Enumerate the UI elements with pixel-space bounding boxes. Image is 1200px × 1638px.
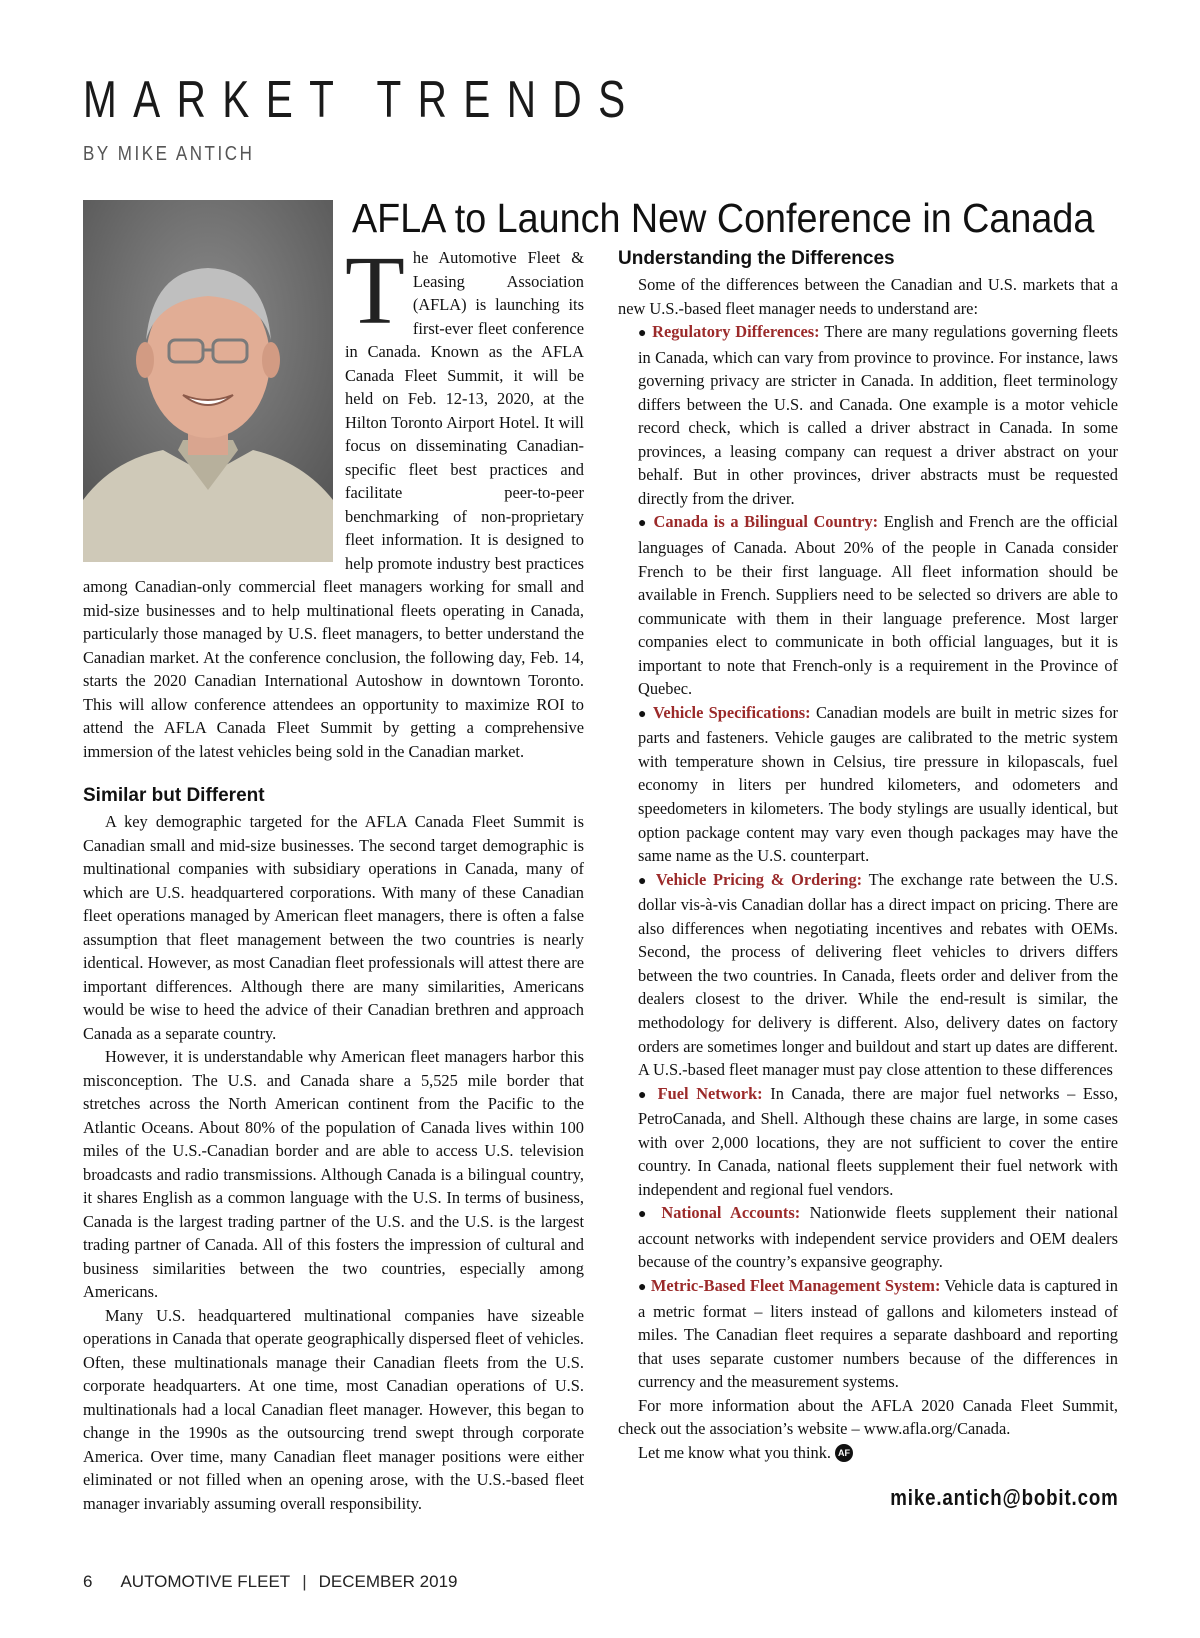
- article-column-right: [618, 246, 1118, 1464]
- bullet-label: Vehicle Specifications:: [652, 702, 811, 722]
- bullet-item: [618, 1082, 1118, 1202]
- bullet-item: [618, 510, 1118, 700]
- bullet-text: Vehicle data is captured in a metric format – liters instead of gallons and kilometers instead of miles. The Canadian fleet requires a separate dashboard and reporting that uses separate customer numbers because of the differences in currency and the measurement systems.: [638, 1275, 1118, 1392]
- similar-paragraph-1: A key demographic targeted for the AFLA Canada Fleet Summit is Canadian small and mid-size businesses. The second target demographic is multinational companies with subsidiary operations in Canada, many of which are U.S. headquartered corporations. With many of these Canadian fleet operations managed by American fleet managers, there is often a false assumption that fleet management between the two countries is nearly identical. However, as most Canadian fleet professionals will attest there are important differences. Although there are many similarities, Americans would be wise to heed the advice of their Canadian brethren and approach Canada as a separate country.: [83, 812, 584, 1043]
- bullet-dot-icon: ●: [638, 1279, 647, 1295]
- footer-separator: |: [302, 1572, 307, 1591]
- bullet-text: In Canada, there are major fuel networks – Esso, PetroCanada, and Shell. Although these chains are large, in some cases with over 2,000 locations, they are not sufficient to cover the entire country. In Canada, national fleets supplement their fuel network with independent and regional fuel vendors.: [638, 1083, 1118, 1199]
- page-footer: [83, 1572, 458, 1592]
- bullet-item: [618, 1201, 1118, 1274]
- article-headline: AFLA to Launch New Conference in Canada: [352, 195, 1095, 241]
- bullet-dot-icon: ●: [638, 706, 648, 722]
- subhead-differences: Understanding the Differences: [618, 248, 895, 269]
- bullet-text: English and French are the official languages of Canada. About 20% of the people in Canada consider French to be their first language. All fleet information should be available in French. Suppliers need to be selected so drivers are able to communicate with them in their language preference. Most larger companies elect to communicate in both official languages, but it is important to note that French-only is a requirement in the Province of Quebec.: [638, 512, 1118, 699]
- section-title: MARKET TRENDS: [83, 71, 642, 129]
- signoff-text: Let me know what you think.: [638, 1442, 832, 1462]
- bullet-label: Canada is a Bilingual Country:: [653, 512, 879, 532]
- author-email-link[interactable]: mike.antich@bobit.com: [890, 1485, 1119, 1510]
- closing-paragraph: For more information about the AFLA 2020 Canada Fleet Summit, check out the association’s website – www.afla.org/Canada.: [618, 1395, 1118, 1439]
- subhead-similar: Similar but Different: [83, 785, 265, 806]
- publication-name: AUTOMOTIVE FLEET: [120, 1572, 291, 1591]
- bullet-dot-icon: ●: [638, 326, 648, 342]
- bullet-item: [618, 1274, 1118, 1394]
- bullet-dot-icon: ●: [638, 873, 650, 889]
- bullet-label: Metric-Based Fleet Management System:: [650, 1275, 941, 1295]
- intro-text: he Automotive Fleet & Leasing Association (AFLA) is launching its first-ever fleet conference in Canada. Known as the AFLA Canada Fleet Summit, it will be held on Feb. 12-13, 2020, at the Hilton Toronto Airport Hotel. It will focus on disseminating Canadian-specific fleet best practices and facilitate peer-to-peer benchmarking of non-proprietary fleet information. It is designed to help promote industry best practices among Canadian-only commercial fleet managers working for small and mid-size businesses and to help multinational fleets operating in Canada, particularly those managed by U.S. fleet managers, to better understand the Canadian market. At the conference conclusion, the following day, Feb. 14, starts the 2020 Canadian International Autoshow in downtown Toronto. This will allow conference attendees an opportunity to maximize ROI to attend the AFLA Canada Fleet Summit by getting a comprehensive immersion of the latest vehicles being sold in the Canadian market.: [83, 248, 584, 761]
- bullet-text: There are many regulations governing fleets in Canada, which can vary from province to province. For instance, laws governing privacy are stricter in Canada. In addition, fleet terminology differs between the U.S. and Canada. One example is a motor vehicle record check, which is called a driver abstract in Canada. In some provinces, a leasing company can request a driver abstract on your behalf. But in other provinces, driver abstracts must be requested directly from the driver.: [638, 322, 1118, 508]
- issue-date: DECEMBER 2019: [318, 1572, 458, 1591]
- bullet-text: Nationwide fleets supplement their national account networks with independent service providers and OEM dealers because of the country’s expansive geography.: [638, 1203, 1118, 1272]
- signoff-line: [618, 1441, 1118, 1465]
- bullet-item: [618, 701, 1118, 868]
- bullet-text: The exchange rate between the U.S. dollar vis-à-vis Canadian dollar has a direct impact on pricing. There are also differences when negotiating incentives and rebates with OEMs. Second, the process of delivering fleet vehicles to drivers differs between the two countries. In Canada, fleets order and deliver from the dealers closest to the driver. While the end-result is similar, the methodology for delivery is different. Also, delivery dates on factory orders are sometimes longer and buildout and start up dates are different. A U.S.-based fleet manager must pay close attention to these differences: [638, 869, 1118, 1080]
- bullet-dot-icon: ●: [638, 1087, 650, 1103]
- similar-paragraph-2: However, it is understandable why American fleet managers harbor this misconception. The U.S. and Canada share a 5,525 mile border that stretches across the North American continent from the Pacific to the Atlantic Oceans. About 80% of the population of Canada lives within 100 miles of the U.S.-Canadian border and are able to access U.S. television broadcasts and radio transmissions. Although Canada is a bilingual country, it shares English as a common language with the U.S. In terms of business, Canada is the largest trading partner of the U.S. and the U.S. is the largest trading partner of Canada. All of this fosters the impression of cultural and business similarities between the two countries, especially among Americans.: [83, 1047, 584, 1301]
- bullet-text: Canadian models are built in metric sizes for parts and fasteners. Vehicle gauges are calibrated to the metric system with temperature shown in Celsius, tire pressure in kilopascals, fuel economy in liters per hundred kilometers, and odometers and speedometers in kilometers. The body stylings are usually identical, but option package content may vary even though packages may have the same name as the U.S. counterpart.: [638, 702, 1118, 866]
- bullet-dot-icon: ●: [638, 516, 648, 532]
- page-number: 6: [83, 1572, 93, 1591]
- af-logo-icon: AF: [835, 1444, 853, 1462]
- bullet-label: Vehicle Pricing & Ordering:: [655, 869, 863, 889]
- byline: BY MIKE ANTICH: [83, 143, 255, 165]
- bullet-label: Fuel Network:: [657, 1083, 763, 1103]
- drop-cap: T: [345, 237, 405, 345]
- photo-wrap-spacer: [83, 246, 345, 564]
- bullet-dot-icon: ●: [638, 1207, 652, 1223]
- similar-paragraph-3: Many U.S. headquartered multinational companies have sizeable operations in Canada that operate geographically dispersed fleet of vehicles. Often, these multinationals manage their Canadian fleets from the U.S. corporate headquarters. At one time, most Canadian operations of U.S. multinationals had a local Canadian fleet manager. However, this began to change in the 1990s as the outsourcing trend swept through corporate America. Over time, many Canadian fleet manager positions were either eliminated or not filled when an opening arose, with the U.S.-based fleet manager invariably assuming overall responsibility.: [83, 1305, 584, 1513]
- differences-intro: Some of the differences between the Canadian and U.S. markets that a new U.S.-based fleet manager needs to understand are:: [618, 275, 1118, 318]
- bullet-label: Regulatory Differences:: [652, 322, 820, 342]
- bullet-label: National Accounts:: [661, 1203, 801, 1223]
- bullet-item: [618, 868, 1118, 1082]
- article-column-left: [83, 237, 584, 1515]
- bullet-item: [618, 320, 1118, 510]
